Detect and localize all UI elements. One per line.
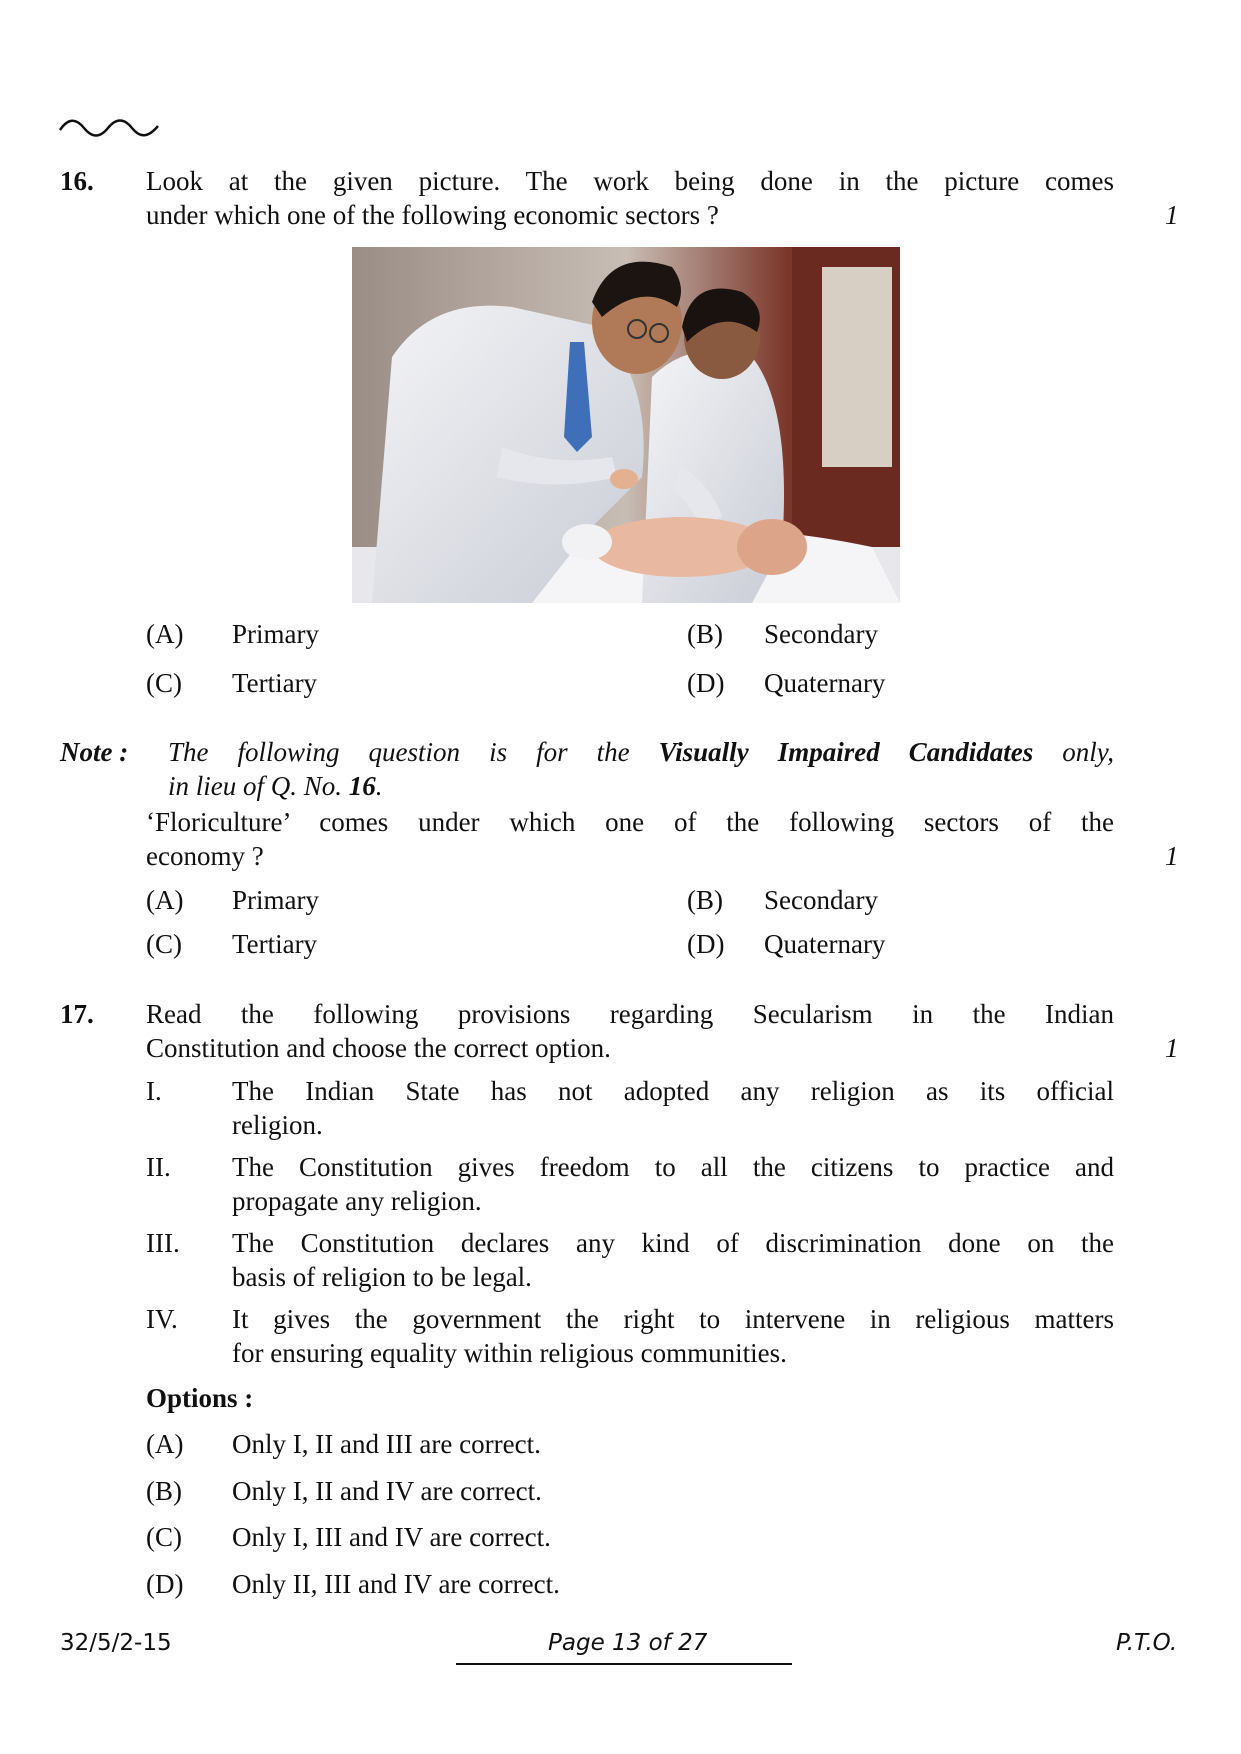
statement-text: for ensuring equality within religious communities. (232, 1338, 787, 1368)
option-text: Only I, III and IV are correct. (232, 1522, 551, 1552)
question-text: economy ? (146, 841, 264, 871)
question-text: ‘Floriculture’ comes under which one of the following sectors of the (146, 807, 1114, 837)
option-text: Primary (232, 619, 319, 649)
option-text: Tertiary (232, 668, 318, 698)
option-text: Tertiary (232, 929, 318, 959)
option-letter: (B) (687, 885, 723, 915)
statement-number: I. (146, 1076, 162, 1106)
option-letter: (C) (146, 1522, 182, 1552)
option-text: Only I, II and IV are correct. (232, 1476, 542, 1506)
option-text: Secondary (764, 619, 878, 649)
statement-text: The Indian State has not adopted any religion as its official (232, 1076, 1114, 1106)
statement-text: religion. (232, 1110, 323, 1140)
option-letter: (D) (687, 668, 725, 698)
statement-text: propagate any religion. (232, 1186, 482, 1216)
statement-text: It gives the government the right to intervene in religious matters (232, 1304, 1114, 1334)
option-text: Primary (232, 885, 319, 915)
page-number-underline (456, 1663, 792, 1665)
options-label: Options : (146, 1383, 254, 1413)
option-letter: (A) (146, 1429, 184, 1459)
option-letter: (D) (146, 1569, 184, 1599)
question-number: 16. (60, 166, 94, 196)
question-text: Read the following provisions regarding Secularism in the Indian (146, 999, 1114, 1029)
page-number: Page 13 of 27 (548, 1630, 708, 1656)
statement-text: The Constitution gives freedom to all the citizens to practice and (232, 1152, 1114, 1182)
squiggle-decoration (58, 116, 162, 140)
note-text: in lieu of Q. No. 16. (168, 771, 383, 801)
option-letter: (A) (146, 885, 184, 915)
doctor-nurse-baby-photo (352, 247, 900, 603)
marks: 1 (1165, 841, 1179, 871)
question-text: Look at the given picture. The work being done in the picture comes (146, 166, 1114, 196)
note-label: Note : (60, 737, 129, 767)
option-text: Only I, II and III are correct. (232, 1429, 541, 1459)
statement-number: III. (146, 1228, 180, 1258)
statement-number: II. (146, 1152, 171, 1182)
option-text: Quaternary (764, 929, 886, 959)
note-text: The following question is for the Visually Impaired Candidates only, (168, 737, 1114, 767)
option-text: Secondary (764, 885, 878, 915)
marks: 1 (1165, 200, 1179, 230)
question-text: Constitution and choose the correct option. (146, 1033, 611, 1063)
question-number: 17. (60, 999, 94, 1029)
option-text: Quaternary (764, 668, 886, 698)
option-letter: (C) (146, 668, 182, 698)
option-letter: (C) (146, 929, 182, 959)
statement-text: basis of religion to be legal. (232, 1262, 532, 1292)
marks: 1 (1165, 1033, 1179, 1063)
statement-number: IV. (146, 1304, 178, 1334)
pto-label: P.T.O. (1116, 1630, 1178, 1656)
statement-text: The Constitution declares any kind of discrimination done on the (232, 1228, 1114, 1258)
option-letter: (A) (146, 619, 184, 649)
option-text: Only II, III and IV are correct. (232, 1569, 560, 1599)
question-text: under which one of the following economic sectors ? (146, 200, 719, 230)
option-letter: (B) (146, 1476, 182, 1506)
paper-code: 32/5/2-15 (60, 1630, 172, 1656)
option-letter: (B) (687, 619, 723, 649)
option-letter: (D) (687, 929, 725, 959)
